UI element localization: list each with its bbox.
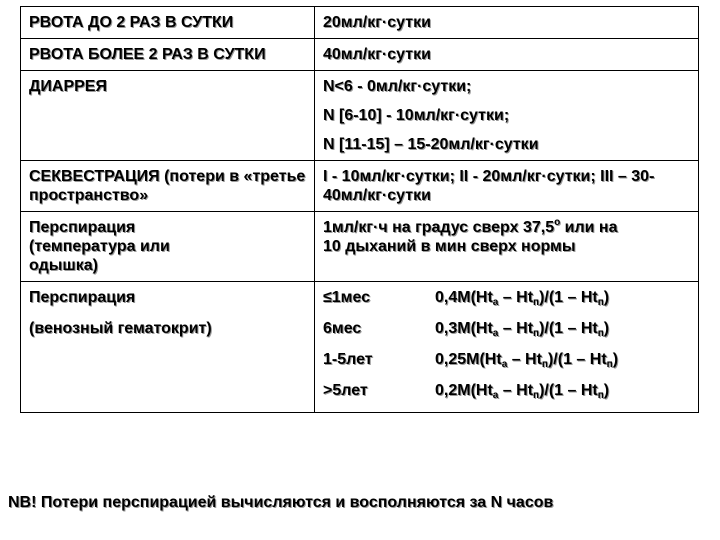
table-row <box>21 161 699 212</box>
diarrhea-line: N<6 - 0мл/кг·сутки; <box>323 78 472 95</box>
row-label: Перспирация (температура или одышка) <box>21 212 315 282</box>
row-value: 40мл/кг·сутки <box>315 39 699 71</box>
hematocrit-formula: 1-5лет $0,25М(Ht_а - Ht_п)/(1 - Ht_п)$ <box>323 351 619 370</box>
table-row <box>21 39 699 71</box>
age-group: >5лет <box>323 382 368 399</box>
diarrhea-line: N [6-10] - 10мл/кг·сутки; <box>323 107 510 124</box>
hematocrit-formula: ≤1мес $0,4М(Ht_а - Ht_п)/(1 - Ht_п)$ <box>323 289 610 308</box>
row-label: РВОТА ДО 2 РАЗ В СУТКИ <box>21 7 315 39</box>
age-group: 6мес <box>323 320 362 337</box>
hematocrit-formula: >5лет $0,2М(Ht_а - Ht_п)/(1 - Ht_п)$ <box>323 382 610 401</box>
footnote: NB! Потери перспирацией вычисляются и восполняются за N часов <box>8 494 554 511</box>
row-value <box>315 71 699 161</box>
row-value: 1мл/кг·ч на градус сверх $37,5^о$ или на 10 дыханий в мин сверх нормы <box>315 212 699 282</box>
diarrhea-line: N [11-15] – 15-20мл/кг·сутки <box>323 136 539 153</box>
row-value: I - 10мл/кг·сутки; II - 20мл/кг·сутки; III – 30-40мл/кг·сутки <box>315 161 699 212</box>
table-row <box>21 212 699 282</box>
age-group: 1-5лет <box>323 351 373 368</box>
row-value: 20мл/кг·сутки <box>315 7 699 39</box>
table-row <box>21 71 699 161</box>
row-value <box>315 282 699 413</box>
row-label: СЕКВЕСТРАЦИЯ (потери в «третье пространство» <box>21 161 315 212</box>
row-label: Перспирация (венозный гематокрит) <box>21 282 315 413</box>
row-label: ДИАРРЕЯ <box>21 71 315 161</box>
table-row <box>21 7 699 39</box>
table-row <box>21 282 699 413</box>
hematocrit-formula: 6мес $0,3М(Ht_а - Ht_п)/(1 - Ht_п)$ <box>323 320 610 339</box>
age-group: ≤1мес <box>323 289 371 306</box>
degree-superscript: о <box>554 217 561 228</box>
fluid-loss-table <box>20 6 699 413</box>
row-label: РВОТА БОЛЕЕ 2 РАЗ В СУТКИ <box>21 39 315 71</box>
